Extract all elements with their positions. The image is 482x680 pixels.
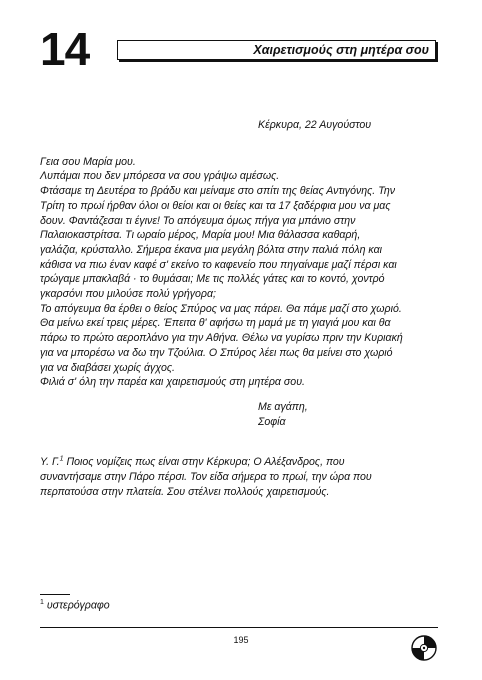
letter-line: Γεια σου Μαρία μου. bbox=[40, 155, 136, 168]
letter-line: τρώγαμε μπακλαβά · το θυμάσαι; Με τις πολλές γάτες και το κοντό, χοντρό bbox=[40, 273, 385, 286]
letter-body bbox=[40, 155, 442, 390]
letter-line: Παλαιοκαστρίτσα. Τι ωραίο μέρος, Μαρία μου! Μια θάλασσα καθαρή, bbox=[40, 229, 361, 242]
letter-line: πάρω το πρώτο αεροπλάνο για την Αθήνα. Θέλω να γυρίσω πριν την Κυριακή bbox=[40, 332, 403, 345]
postscript-footnote-marker: 1 bbox=[59, 455, 64, 463]
letter-signature: Σοφία bbox=[258, 415, 286, 428]
postscript-label: Υ. Γ. bbox=[40, 456, 60, 469]
letter-line: Θα μείνω εκεί τρεις μέρες. Έπειτα θ' αφήσω τη μαμά με τη γιαγιά μου και θα bbox=[40, 317, 391, 330]
letter-line: γαλάζια, κρύσταλλο. Σήμερα έκανα μια μεγάλη βόλτα στην παλιά πόλη και bbox=[40, 243, 382, 256]
letter-line: για να μπορέσω να δω την Τζούλια. Ο Σπύρος λέει πως θα μείνει στο χωριό bbox=[40, 346, 393, 359]
letter-line: κάθισα να πιω έναν καφέ σ' εκείνο το καφενείο που πηγαίναμε μαζί πέρσι και bbox=[40, 258, 397, 271]
letter-line: Λυπάμαι που δεν μπόρεσα να σου γράψω αμέσως. bbox=[40, 170, 280, 183]
footnote bbox=[40, 599, 110, 612]
letter-dateline: Κέρκυρα, 22 Αυγούστου bbox=[258, 119, 372, 131]
cd-icon bbox=[411, 635, 437, 661]
footnote-marker: 1 bbox=[40, 599, 44, 606]
postscript bbox=[40, 455, 442, 499]
letter-line: Φτάσαμε τη Δευτέρα το βράδυ και μείναμε στο σπίτι της θείας Αντιγόνης. Την bbox=[40, 185, 396, 198]
unit-title: Χαιρετισμούς στη μητέρα σου bbox=[117, 40, 436, 60]
postscript-line: περπατούσα στην πλατεία. Σου στέλνει πολλούς χαιρετισμούς. bbox=[40, 485, 330, 498]
unit-number: 14 bbox=[40, 23, 90, 75]
letter-line: Το απόγευμα θα έρθει ο θείος Σπύρος να μας πάρει. Θα πάμε μαζί στο χωριό. bbox=[40, 302, 402, 315]
letter-closing-block bbox=[258, 400, 442, 429]
letter-line: Φιλιά σ' όλη την παρέα και χαιρετισμούς στη μητέρα σου. bbox=[40, 376, 305, 389]
footnote-divider bbox=[40, 594, 70, 595]
letter-line: δουν. Φαντάζεσαι τι έγινε! Το απόγευμα όμως πήγα για μπάνιο στην bbox=[40, 214, 356, 227]
letter-line: Τρίτη το πρωί ήρθαν όλοι οι θείοι και οι θείες και τα 17 ξαδέρφια μου να μας bbox=[40, 199, 391, 212]
page-number: 195 bbox=[233, 635, 249, 645]
letter-line: γκαρσόνι που μιλούσε πολύ γρήγορα; bbox=[40, 288, 216, 301]
letter-line: για να διαβάσει χωρίς άγχος. bbox=[40, 361, 175, 374]
postscript-text: Ποιος νομίζεις πως είναι στην Κέρκυρα; Ο Αλέξανδρος, που bbox=[66, 456, 345, 469]
letter bbox=[40, 118, 442, 499]
footer-divider bbox=[40, 627, 438, 628]
postscript-line: συναντήσαμε στην Πάρο πέρσι. Τον είδα σήμερα το πρωί, την ώρα που bbox=[40, 471, 372, 484]
letter-closing: Με αγάπη, bbox=[258, 400, 308, 413]
postscript-line bbox=[40, 455, 442, 470]
footnote-text: υστερόγραφο bbox=[46, 599, 110, 612]
